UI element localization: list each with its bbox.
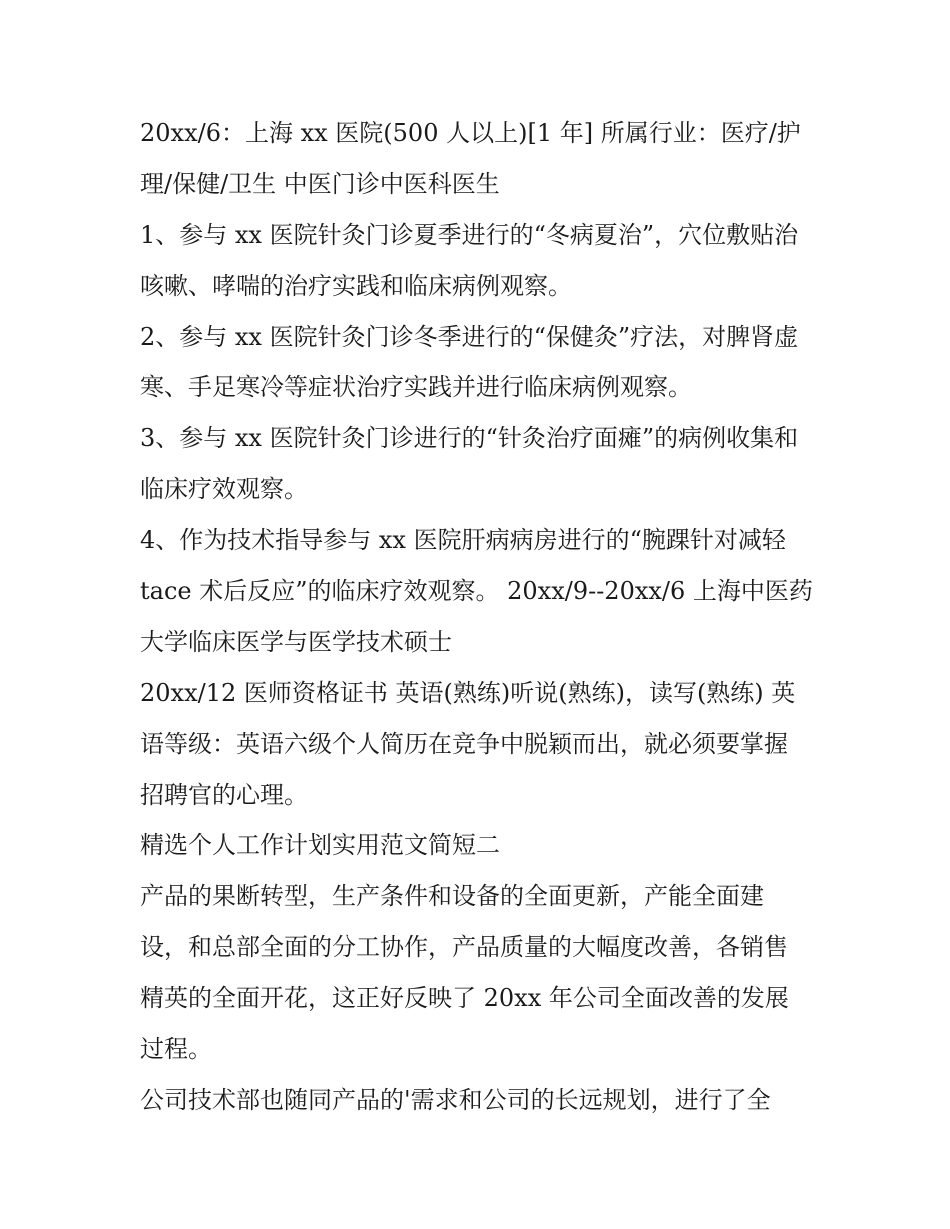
paragraph-work-experience — [140, 108, 820, 210]
text-line: 2、参与 xx 医院针灸门诊冬季进行的“保健灸”疗法，对脾肾虚 — [140, 322, 799, 351]
text-line: 20xx/12 医师资格证书 英语(熟练)听说(熟练)，读写(熟练) 英 — [140, 678, 796, 707]
paragraph-item-2 — [140, 312, 820, 414]
text-line: 理/保健/卫生 中医门诊中医科医生 — [140, 169, 500, 198]
text-line: 4、作为技术指导参与 xx 医院肝病病房进行的“腕踝针对减轻 — [140, 526, 786, 555]
paragraph-tech-department — [140, 1075, 820, 1126]
paragraph-certificates — [140, 668, 820, 821]
text-line: 精英的全面开花，这正好反映了 20xx 年公司全面改善的发展 — [140, 984, 789, 1013]
paragraph-item-1 — [140, 210, 820, 312]
text-line: tace 术后反应”的临床疗效观察。 20xx/9--20xx/6 上海中医药 — [140, 577, 813, 606]
text-line: 语等级：英语六级个人简历在竞争中脱颖而出，就必须要掌握 — [140, 729, 788, 758]
text-line: 大学临床医学与医学技术硕士 — [140, 627, 452, 656]
text-line: 3、参与 xx 医院针灸门诊进行的“针灸治疗面瘫”的病例收集和 — [140, 424, 799, 453]
section-heading — [140, 820, 820, 871]
paragraph-product-transformation — [140, 871, 820, 1075]
text-line: 1、参与 xx 医院针灸门诊夏季进行的“冬病夏治”，穴位敷贴治 — [140, 220, 799, 249]
paragraph-item-3 — [140, 413, 820, 515]
text-line: 临床疗效观察。 — [140, 475, 308, 504]
heading-line: 精选个人工作计划实用范文简短二 — [140, 831, 500, 860]
text-line: 公司技术部也随同产品的'需求和公司的长远规划，进行了全 — [140, 1085, 771, 1114]
paragraph-item-4 — [140, 515, 820, 668]
text-line: 设，和总部全面的分工协作，产品质量的大幅度改善，各销售 — [140, 933, 788, 962]
text-line: 过程。 — [140, 1035, 212, 1064]
text-line: 寒、手足寒冷等症状治疗实践并进行临床病例观察。 — [140, 373, 692, 402]
text-line: 咳嗽、哮喘的治疗实践和临床病例观察。 — [140, 271, 572, 300]
text-line: 20xx/6：上海 xx 医院(500 人以上)[1 年] 所属行业：医疗/护 — [140, 119, 801, 147]
document-body — [140, 108, 820, 1126]
text-line: 招聘官的心理。 — [140, 780, 308, 809]
text-line: 产品的果断转型，生产条件和设备的全面更新，产能全面建 — [140, 882, 764, 911]
